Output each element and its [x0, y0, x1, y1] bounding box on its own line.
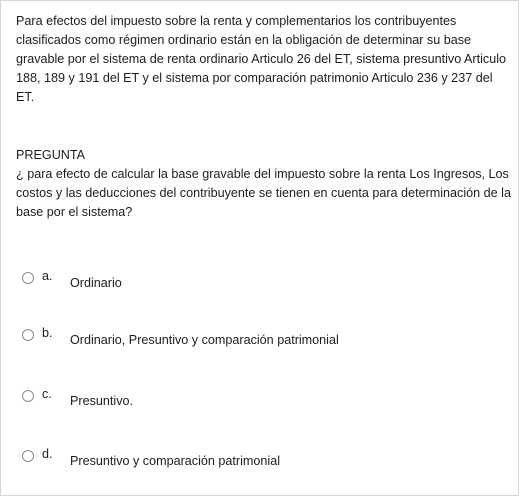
option-c[interactable] [22, 386, 502, 410]
option-b[interactable] [22, 325, 502, 349]
option-a[interactable] [22, 268, 502, 292]
option-label[interactable]: Presuntivo. [70, 394, 133, 408]
option-label[interactable]: Ordinario [70, 276, 122, 290]
radio-button-a[interactable] [22, 272, 34, 284]
option-label[interactable]: Presuntivo y comparación patrimonial [70, 454, 280, 468]
option-d[interactable] [22, 446, 502, 470]
radio-button-d[interactable] [22, 450, 34, 462]
context-paragraph: Para efectos del impuesto sobre la renta y complementarios los contribuyentes clasificados como régimen ordinario están en la obligación de determinar su base gravable por el sistema de renta ordinario Articulo 26 del ET, sistema presuntivo Articulo 188, 189 y 191 del ET y el sistema por comparación patrimonio Articulo 236 y 237 del ET. [16, 14, 507, 104]
option-letter: a. [42, 269, 53, 283]
radio-button-c[interactable] [22, 390, 34, 402]
option-letter: d. [42, 447, 53, 461]
option-letter: b. [42, 326, 53, 340]
question-label: PREGUNTA [16, 148, 86, 162]
radio-button-b[interactable] [22, 329, 34, 341]
option-label[interactable]: Ordinario, Presuntivo y comparación patrimonial [70, 333, 339, 347]
option-letter: c. [42, 387, 52, 401]
question-text: ¿ para efecto de calcular la base gravable del impuesto sobre la renta Los Ingresos, Los costos y las deducciones del contribuyente se tienen en cuenta para determinación de la base por el sistema? [16, 167, 511, 219]
